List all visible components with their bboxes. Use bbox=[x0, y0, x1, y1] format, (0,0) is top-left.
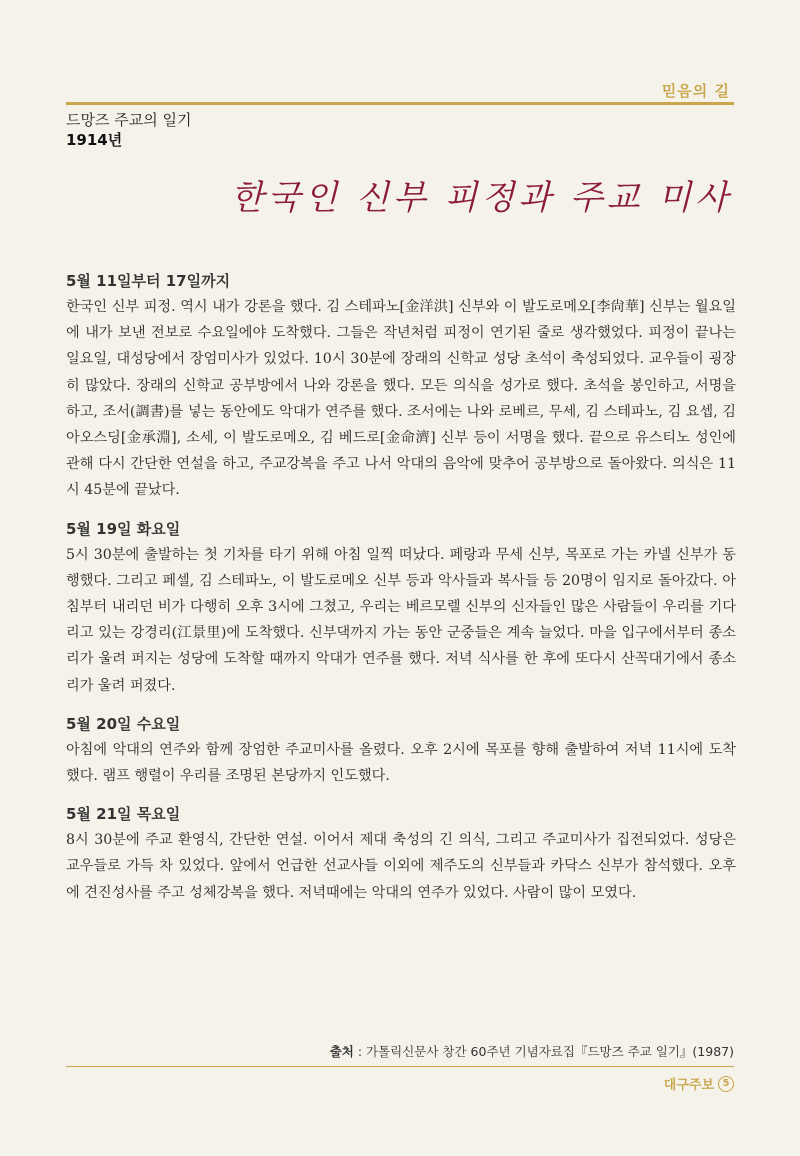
page-number: 5 bbox=[718, 1076, 734, 1092]
entry-text: 8시 30분에 주교 환영식, 간단한 연설. 이어서 제대 축성의 긴 의식, 그리고 주교미사가 집전되었다. 성당은 교우들로 가득 차 있었다. 앞에서 언급한 선교사들 이외에 제주도의 신부들과 카닥스 신부가 참석했다. 오후에 견진성사를 주고 성체강복을 했다. 저녁때에는 악대의 연주가 있었다. 사람이 많이 모였다. bbox=[66, 832, 736, 901]
diary-entry bbox=[66, 713, 736, 789]
article-body bbox=[66, 270, 736, 920]
page-footer bbox=[664, 1074, 734, 1093]
section-label: 믿음의 길 bbox=[661, 82, 730, 100]
source-text: : 가톨릭신문사 창간 60주년 기념자료집『드망즈 주교 일기』(1987) bbox=[353, 1044, 734, 1059]
bottom-divider bbox=[66, 1066, 734, 1067]
entry-text: 한국인 신부 피정. 역시 내가 강론을 했다. 김 스테파노[金洋洪] 신부와 이 발도로메오[李尙華] 신부는 월요일에 내가 보낸 전보로 수요일에야 도착했다. 그들은 작년처럼 피정이 연기된 줄로 생각했었다. 피정이 끝나는 일요일, 대성당에서 장엄미사가 있었다. 10시 30분에 장래의 신학교 성당 초석이 축성되었다. 교우들이 굉장히 많았다. 장래의 신학교 공부방에서 나와 강론을 했다. 모든 의식을 성가로 했다. 초석을 봉인하고, 서명을 하고, 조서(調書)를 넣는 동안에도 악대가 연주를 했다. 조서에는 나와 로베르, 무세, 김 스테파노, 김 요셉, 김 아오스딩[金承淵], 소세, 이 발도로메오, 김 베드로[金命濟] 신부 등이 서명을 했다. 끝으로 유스티노 성인에 관해 다시 간단한 연설을 하고, 주교강복을 주고 나서 악대의 음악에 맞추어 공부방으로 돌아왔다. 의식은 11시 45분에 끝났다. bbox=[66, 299, 737, 499]
entry-date: 5월 20일 수요일 bbox=[66, 714, 181, 733]
diary-entry bbox=[66, 518, 736, 699]
entry-text: 아침에 악대의 연주와 함께 장엄한 주교미사를 올렸다. 오후 2시에 목포를 향해 출발하여 저녁 11시에 도착했다. 램프 행렬이 우리를 조명된 본당까지 인도했다. bbox=[66, 741, 736, 785]
document-year: 1914년 bbox=[66, 131, 123, 149]
diary-entry bbox=[66, 803, 736, 906]
publication-name: 대구주보 bbox=[663, 1078, 714, 1093]
entry-date: 5월 11일부터 17일까지 bbox=[66, 272, 231, 290]
article-headline: 한국인 신부 피정과 주교 미사 bbox=[230, 178, 732, 218]
top-divider bbox=[66, 102, 734, 105]
document-title: 드망즈 주교의 일기 bbox=[66, 111, 192, 129]
source-citation bbox=[330, 1042, 734, 1060]
entry-date: 5월 21일 목요일 bbox=[66, 805, 181, 824]
entry-date: 5월 19일 화요일 bbox=[66, 519, 181, 538]
entry-text: 5시 30분에 출발하는 첫 기차를 타기 위해 아침 일찍 떠났다. 페랑과 무세 신부, 목포로 가는 카넬 신부가 동행했다. 그리고 페셀, 김 스테파노, 이 발도로메오 신부 등과 악사들과 복사들 등 20명이 임지로 돌아갔다. 아침부터 내리던 비가 다행히 오후 3시에 그쳤고, 우리는 베르모렐 신부의 신자들인 많은 사람들이 우리를 기다리고 있는 강경리(江景里)에 도착했다. 신부댁까지 가는 동안 군중들은 계속 늘었다. 마을 입구에서부터 종소리가 울려 퍼지는 성당에 도착할 때까지 악대가 연주를 했다. 저녁 식사를 한 후에 또다시 산꼭대기에서 종소리가 울려 퍼졌다. bbox=[66, 546, 736, 694]
diary-entry bbox=[66, 270, 736, 504]
source-label: 출처 bbox=[329, 1044, 354, 1059]
